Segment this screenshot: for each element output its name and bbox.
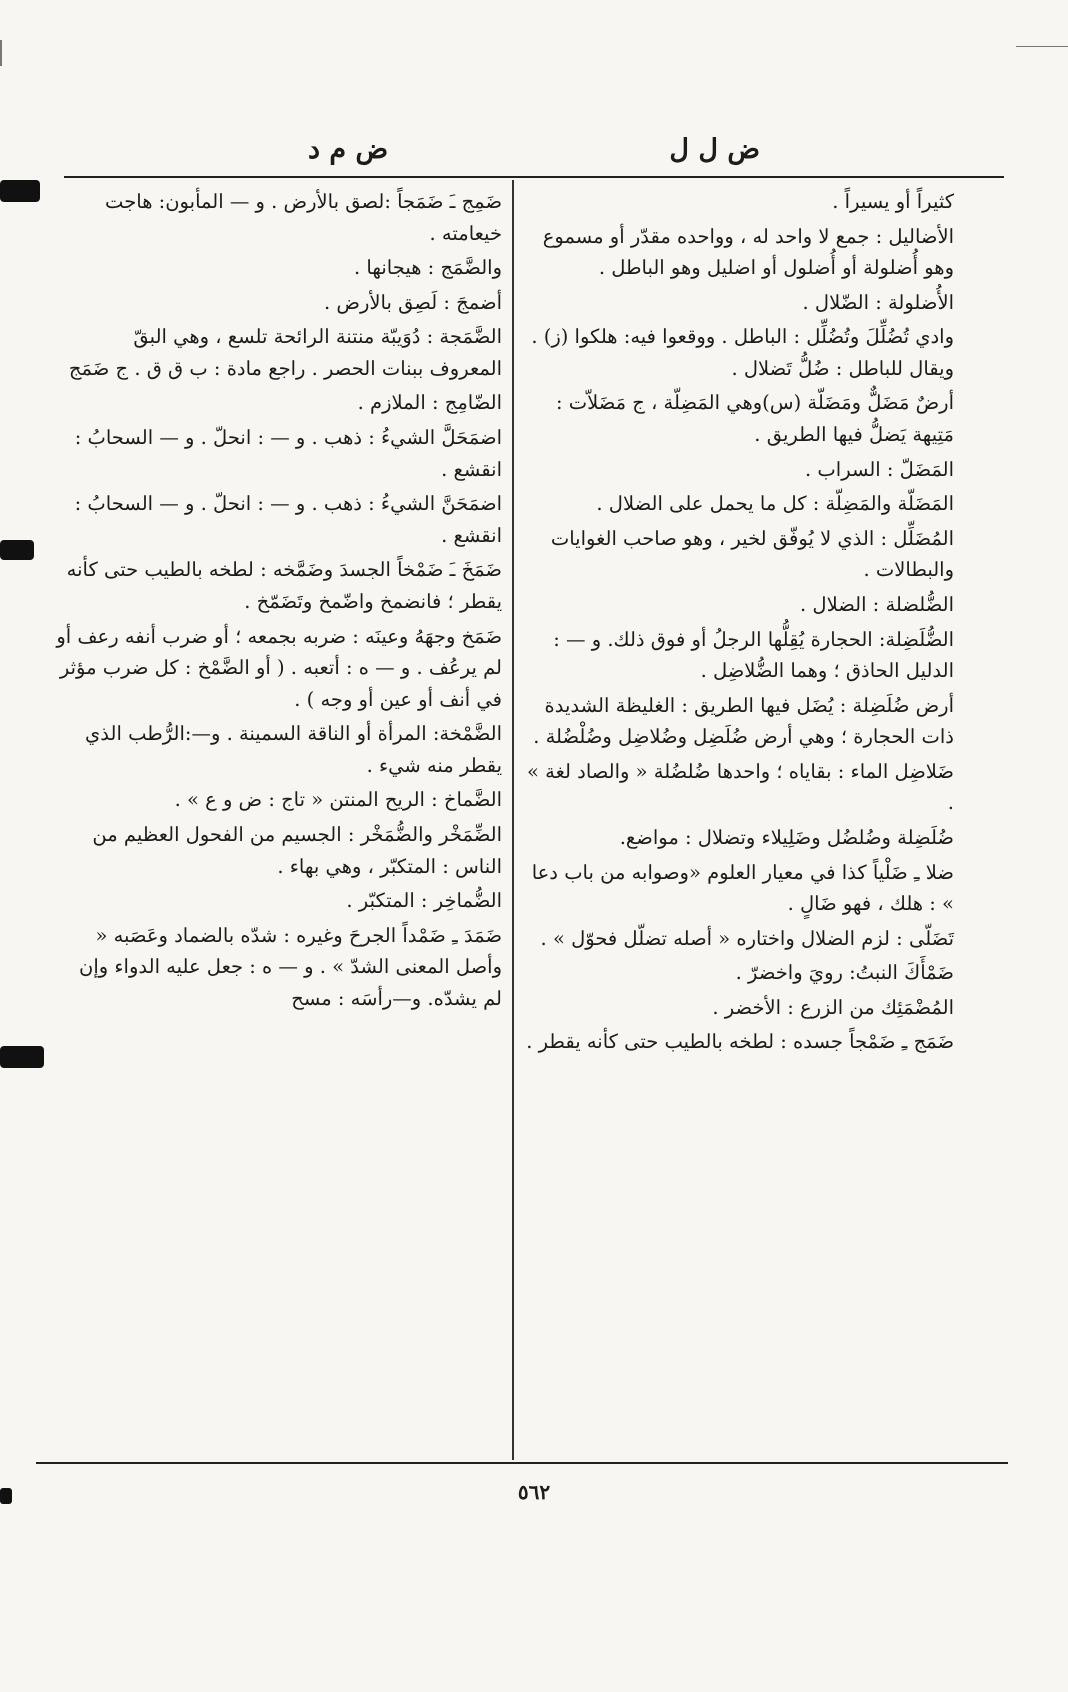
entry: الأُضلولة : الضّلال . — [802, 290, 954, 314]
scan-edge-mark — [0, 540, 34, 560]
entry: المَضَلّة والمَضِلّة : كل ما يحمل على الضلال . — [596, 492, 954, 516]
entry: ضَلاضِل الماء : بقاياه ؛ واحدها ضُلضُلة « والصاد لغة » . — [527, 759, 954, 815]
entry: وادي تُضُلِّلَ وتُضُلِّل : الباطل . ووقعوا فيه: هلكوا (ز) . ويقال للباطل : ضُلُّ تَضلال . — [531, 325, 954, 380]
scan-edge-mark — [0, 180, 40, 202]
entry: اضمَحَلَّ الشيءُ : ذهب . و — : انحلّ . و — السحابُ : انقشع . — [74, 426, 502, 481]
page-header — [60, 128, 1010, 172]
scan-edge-line — [1016, 46, 1068, 47]
entry: الضَّماخ : الريح المنتن « تاج : ض و ع » . — [174, 788, 502, 812]
entry: الضَّمَجة : دُوَيبّة منتنة الرائحة تلسع ، وهي البقّ المعروف ببنات الحصر . راجع مادة : ب ق ق . ج ضَمَج — [68, 325, 502, 380]
entry: ضَمِج ـَ ضَمَجاً :لصق بالأرض . و — المأبون: هاجت خيعامته . — [105, 190, 502, 245]
entry: أرض ضُلَضِلة : يُضَل فيها الطريق : الغليظة الشديدة ذات الحجارة ؛ وهي أرض ضُلَضِل وضُلاضِل وضُلْضُلة . — [533, 693, 954, 749]
entry: الأضاليل : جمع لا واحد له ، وواحده مقدّر أو مسموع وهو أُضلولة أو أُضلول أو اضليل وهو الباطل . — [542, 224, 954, 280]
column-divider — [512, 180, 514, 1460]
entry: ضَمَدَ ـِ ضَمْداً الجرحَ وغيره : شدّه بالضماد وعَصَبه « وأصل المعنى الشدّ » . و — ه : جعل عليه الدواء وإن لم يشدّه. و—رأسَه : مسح — [79, 923, 502, 1010]
entry: كثيراً أو يسيراً . — [832, 190, 954, 213]
entry: تَضَلّى : لزم الضلال واختاره « أصله تضلّل فحوّل » . — [540, 926, 954, 950]
entry: الضِّمَخْر والضُّمَخْر : الجسيم من الفحول العظيم من الناس : المتكبّر ، وهي بهاء . — [92, 822, 502, 878]
entry: الضّامِج : الملازم . — [357, 391, 502, 415]
scan-edge-mark — [0, 1046, 44, 1068]
header-root-left: ض م د — [308, 134, 389, 165]
scan-edge-line — [0, 40, 2, 66]
entry: الضُّلضلة : الضلال . — [800, 592, 954, 616]
entry: ضَمَخَ ـَ ضَمْخاً الجسدَ وضَمَّخه : لطخه بالطيب حتى كأنه يقطر ؛ فانضمخ واضّمخ وتَضَمّخ . — [66, 558, 502, 613]
entry: الضُّماخِر : المتكبّر . — [346, 889, 502, 913]
entry: والضَّمَج : هيجانها . — [354, 256, 502, 280]
entry: ضَمَخ وجهَهُ وعينَه : ضربه بجمعه ؛ أو ضرب أنفه رعف أو لم يرعُف . و — ه : أتعبه . ( أو الضَّمْخ : كل ضرب مؤثر في أنف أو عين أو وجه ) . — [56, 624, 502, 711]
entry: ضَمَج ـِ ضَمْجاً جسده : لطخه بالطيب حتى كأنه يقطر . — [526, 1030, 954, 1054]
page-number: ٥٦٢ — [517, 1480, 551, 1504]
entry: أرضٌ مَضَلٌّ ومَضَلّة (س)وهي المَضِلّة ، ج مَضَلاّت : مَتِيهة يَضلُّ فيها الطريق . — [555, 391, 954, 447]
entry: المُضْمَئِك من الزرع : الأخضر . — [712, 995, 954, 1019]
left-column — [56, 186, 502, 1017]
right-column — [524, 186, 954, 1061]
footer-rule — [36, 1462, 1008, 1464]
entry: اضمَحَنَّ الشيءُ : ذهب . و — : انحلّ . و — السحابُ : انقشع . — [74, 492, 502, 547]
entry: المُضَلِّل : الذي لا يُوفّق لخير ، وهو صاحب الغوايات والبطالات . — [550, 526, 954, 582]
entry: الضُّلَضِلة: الحجارة يُقِلُّها الرجلُ أو فوق ذلك. و — : الدليل الحاذق ؛ وهما الضُّلاضِل . — [553, 627, 954, 683]
entry: ضُلَضِلة وضُلضُل وضَلِيلاء وتضلال : مواضع. — [619, 825, 954, 849]
entry: المَضَلّ : السراب . — [805, 457, 954, 481]
entry: ضَمْأَكَ النبتُ: رويَ واخضرّ . — [735, 961, 954, 985]
header-root-right: ض ل ل — [669, 134, 760, 165]
entry: الضَّمْخة: المرأة أو الناقة السمينة . و—:الرُّطب الذي يقطر منه شيء . — [85, 722, 502, 777]
entry: ضلا ـِ ضَلْياً كذا في معيار العلوم «وصوابه من باب دعا » : هلك ، فهو ضَالٍ . — [531, 860, 954, 916]
header-rule — [64, 176, 1004, 178]
entry: أضمجَ : لَصِق بالأرض . — [324, 290, 502, 314]
